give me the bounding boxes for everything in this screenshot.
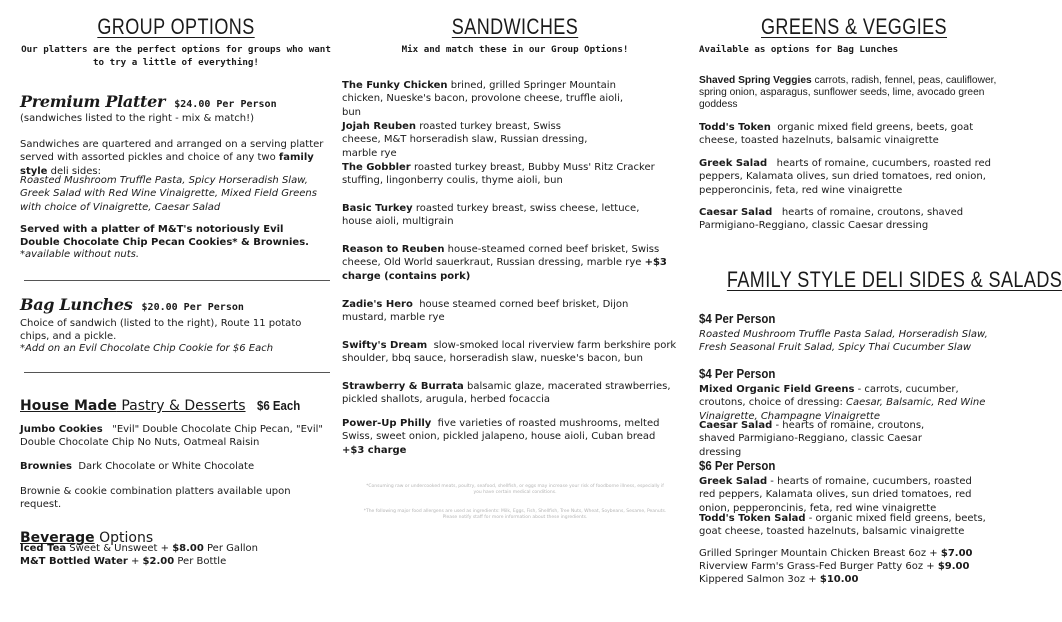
- greens-item: Shaved Spring Veggies carrots, radish, fennel, peas, cauliflower, spring onion, asparagus, sunflower seeds, lime, avocado green goddess: [699, 75, 997, 110]
- deli-tier-3-price: $6 Per Person: [699, 458, 776, 473]
- sandwiches-intro: Mix and match these in our Group Options!: [401, 44, 629, 55]
- brownies-item: Brownies Dark Chocolate or White Chocolate: [20, 461, 255, 472]
- brownies-name: Brownies: [20, 461, 72, 472]
- sandwich-item: Swifty's Dream slow-smoked local riverview farm berkshire pork shoulder, bbq sauce, horseradish slaw, nueske's bacon, bun: [342, 340, 677, 365]
- protein-addon: Grilled Springer Mountain Chicken Breast 6oz + $7.00: [699, 548, 973, 559]
- caesar-item: Caesar Salad - hearts of romaine, croutons, shaved Parmigiano-Reggiano, classic Caesar dressing: [699, 420, 925, 458]
- sandwich-item: Strawberry & Burrata balsamic glaze, macerated strawberries, pickled shallots, arugula, herbed focaccia: [342, 381, 671, 406]
- premium-platter-description: Sandwiches are quartered and arranged on a serving platter served with assorted pickles and choice of any two family style deli sides:: [20, 139, 324, 177]
- pastry-title: Pastry & Desserts: [116, 398, 246, 414]
- sandwich-item: Reason to Reuben house-steamed corned beef brisket, Swiss cheese, Old World sauerkraut, Russian dressing, marble rye +$3 charge (contains pork): [342, 244, 667, 282]
- bag-lunches-description: Choice of sandwich (listed to the right), Route 11 potato chips, and a pickle.: [20, 318, 302, 343]
- premium-platter-name: Premium Platter: [20, 92, 166, 111]
- raw-food-disclaimer: *Consuming raw or undercooked meats, poultry, seafood, shellfish, or eggs may increase your risk of foodborne illness, especially if you have certain medical conditions.: [366, 484, 664, 495]
- premium-platter-price: $24.00 Per Person: [174, 99, 277, 110]
- protein-addon: Kippered Salmon 3oz + $10.00: [699, 574, 859, 585]
- deli-tier-1-price: $4 Per Person: [699, 311, 776, 326]
- premium-platter-sides: Roasted Mushroom Truffle Pasta, Spicy Horseradish Slaw, Greek Salad with Red Wine Vinaigrette, Mixed Field Greens with choice of Vinaigrette, Caesar Salad: [20, 175, 317, 213]
- combo-platter-note: Brownie & cookie combination platters available upon request.: [20, 486, 291, 511]
- premium-platter-heading: [20, 92, 332, 111]
- pastry-price: $6 Each: [256, 398, 300, 413]
- sandwich-item: Power-Up Philly five varieties of roasted mushrooms, melted Swiss, sweet onion, pickled jalapeno, house aioli, Cuban bread +$3 charge: [342, 418, 660, 456]
- deli-tier-1-items: Roasted Mushroom Truffle Pasta Salad, Horseradish Slaw, Fresh Seasonal Fruit Salad, Spicy Thai Cucumber Slaw: [699, 329, 988, 354]
- deli-sides-title: FAMILY STYLE DELI SIDES & SALADS: [726, 267, 1062, 292]
- deli-tier-1-price-wrap: [699, 308, 1009, 327]
- greens-title: GREENS & VEGGIES: [760, 14, 948, 39]
- jumbo-cookies-name: Jumbo Cookies: [20, 424, 103, 435]
- pastry-title-bold: House Made: [20, 398, 117, 414]
- jumbo-cookies-item: Jumbo Cookies "Evil" Double Chocolate Chip Pecan, "Evil" Double Chocolate Chip No Nuts, Oatmeal Raisin: [20, 424, 323, 449]
- allergen-disclaimer: *The following major food allergens are used as ingredients: Milk, Eggs, Fish, Shellfish, Tree Nuts, Wheat, Soybeans, Sesame, Peanuts. Please notify staff for more information about these ingredients.: [363, 509, 667, 520]
- sandwiches-title: SANDWICHES: [451, 14, 579, 39]
- greens-item: Todd's Token organic mixed field greens, beets, goat cheese, toasted hazelnuts, balsamic vinaigrette: [699, 122, 974, 147]
- premium-platter-note: (sandwiches listed to the right - mix & match!): [20, 113, 255, 124]
- beverage-title-bold: Beverage: [20, 530, 95, 546]
- deli-tier-2-price-wrap: [699, 363, 1009, 382]
- pastry-heading: [20, 395, 332, 414]
- premium-platter-served: Served with a platter of M&T's notoriously Evil Double Chocolate Chip Pecan Cookies* & Brownies.: [20, 224, 309, 249]
- greek-salad-item: Greek Salad - hearts of romaine, cucumbers, roasted red peppers, Kalamata olives, sun dried tomatoes, red onion, pepperoncinis, feta, red wine vinaigrette: [699, 476, 972, 514]
- iced-tea-item: Iced Tea Sweet & Unsweet + $8.00 Per Gallon: [20, 543, 259, 554]
- sandwich-item: The Gobbler roasted turkey breast, Bubby Muss' Ritz Cracker stuffing, lingonberry coulis, thyme aioli, bun: [342, 162, 655, 187]
- greens-item: Caesar Salad hearts of romaine, croutons, shaved Parmigiano-Reggiano, classic Caesar dressing: [699, 207, 964, 232]
- bag-lunches-price: $20.00 Per Person: [141, 302, 244, 313]
- bag-lunches-name: Bag Lunches: [20, 295, 133, 314]
- group-options-title: GROUP OPTIONS: [97, 14, 255, 39]
- protein-addon: Riverview Farm's Grass-Fed Burger Patty 6oz + $9.00: [699, 561, 970, 572]
- premium-platter-footnote: *available without nuts.: [20, 249, 140, 260]
- sandwich-item: Basic Turkey roasted turkey breast, swiss cheese, lettuce, house aioli, multigrain: [342, 203, 640, 228]
- greens-item: Greek Salad hearts of romaine, cucumbers, roasted red peppers, Kalamata olives, sun dried tomatoes, red onion, pepperoncinis, feta, red wine vinaigrette: [699, 158, 991, 196]
- group-options-intro: Our platters are the perfect options for groups who want to try a little of everything!: [21, 44, 331, 68]
- deli-tier-2-price: $4 Per Person: [699, 366, 776, 381]
- bottled-water-item: M&T Bottled Water + $2.00 Per Bottle: [20, 556, 227, 567]
- greens-intro: Available as options for Bag Lunches: [699, 44, 899, 55]
- todds-token-salad-item: Todd's Token Salad - organic mixed field greens, beets, goat cheese, toasted hazelnuts, balsamic vinaigrette: [699, 513, 986, 538]
- mixed-greens-item: Mixed Organic Field Greens - carrots, cucumber, croutons, choice of dressing: Caesar, Balsamic, Red Wine Vinaigrette, Champagne Vinaigrette: [699, 384, 986, 422]
- sandwich-item: Jojah Reuben roasted turkey breast, Swiss cheese, M&T horseradish slaw, Russian dressing, marble rye: [342, 121, 588, 159]
- divider: [24, 372, 330, 373]
- bag-lunches-heading: [20, 295, 332, 314]
- deli-tier-3-price-wrap: [699, 455, 1009, 474]
- bag-lunches-addon: *Add on an Evil Chocolate Chip Cookie for $6 Each: [20, 343, 274, 354]
- beverage-title: Options: [94, 530, 154, 546]
- sandwich-item: The Funky Chicken brined, grilled Springer Mountain chicken, Nueske's bacon, provolone cheese, truffle aioli, bun: [342, 80, 624, 118]
- sandwich-item: Zadie's Hero house steamed corned beef brisket, Dijon mustard, marble rye: [342, 299, 629, 324]
- divider: [24, 280, 330, 281]
